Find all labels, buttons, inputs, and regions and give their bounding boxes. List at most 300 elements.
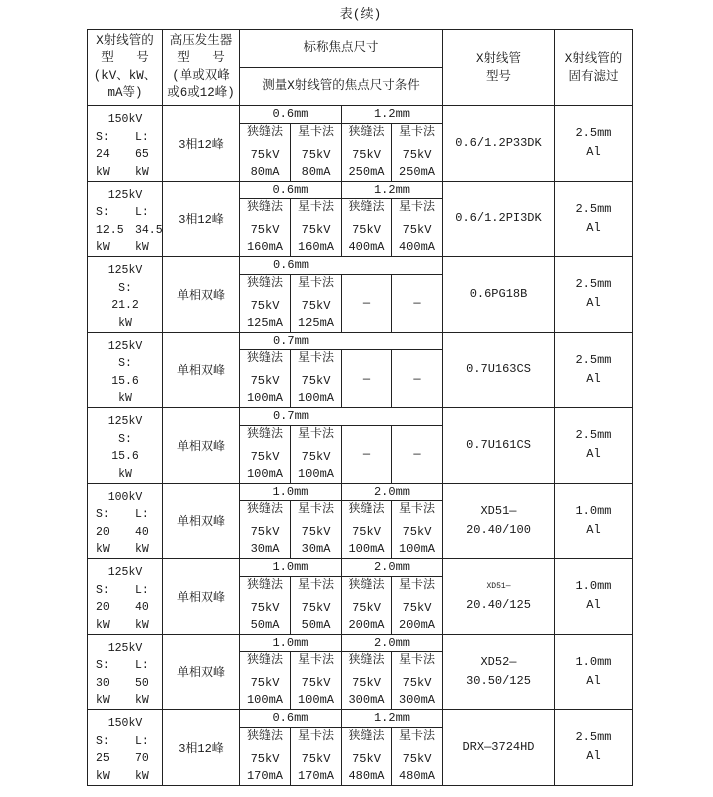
header-filtration (555, 30, 633, 106)
rating-value: 20 (96, 601, 110, 614)
tube-model-cell (443, 106, 555, 182)
tube-rating-cell (88, 559, 163, 635)
tube-model-cell (443, 257, 555, 333)
tube-current: 250mA (398, 164, 435, 179)
filtration-value: 2.5mm (575, 428, 612, 443)
rating-value: 40 (135, 601, 149, 614)
tube-current: 125mA (297, 315, 334, 330)
filtration-value: Al (586, 673, 601, 688)
measure-method: 星卡法 (297, 502, 334, 516)
not-applicable-mark: — (362, 447, 371, 461)
rating-values (88, 222, 162, 240)
focal-size-cell (240, 182, 342, 200)
measure-method: 星卡法 (297, 124, 334, 139)
condition-cell (392, 199, 443, 257)
tube-model-cell (443, 182, 555, 258)
filtration-value: Al (586, 598, 601, 613)
measure-method: 狭缝法 (246, 502, 283, 516)
condition-cell (392, 124, 443, 182)
rating-labels (88, 657, 162, 675)
header-filtration-line: X射线管的 (564, 51, 623, 66)
focal-size-cell (240, 257, 443, 275)
filtration-cell (555, 257, 633, 333)
focal-size: 1.2mm (373, 107, 410, 122)
rating-labels (88, 129, 162, 147)
tube-current: 100mA (297, 466, 334, 481)
condition-cell (291, 652, 342, 710)
header-generator (163, 30, 240, 106)
rating-units (88, 692, 162, 710)
tube-voltage: 75kV (250, 147, 280, 162)
header-tube-model-line: X射线管 (475, 51, 521, 66)
rating-unit: kW (96, 165, 110, 179)
tube-model-cell (443, 408, 555, 484)
tube-voltage: 75kV (250, 676, 280, 690)
focal-size-cell (240, 408, 443, 426)
focal-size-cell (342, 484, 443, 502)
rating-values (88, 750, 162, 768)
rating-label: S: (96, 508, 110, 521)
rating-labels (88, 733, 162, 751)
rating-unit: kW (118, 392, 132, 405)
tube-voltage: 75kV (301, 147, 331, 162)
rated-voltage: 125kV (107, 264, 143, 277)
focal-size-cell (240, 635, 342, 653)
condition-cell (392, 275, 443, 333)
header-generator-line: (单或双峰 (172, 68, 230, 83)
filtration-value: Al (586, 749, 601, 764)
condition-cell (240, 199, 291, 257)
measure-method: 星卡法 (297, 653, 334, 667)
measure-method: 星卡法 (297, 728, 334, 743)
rating-labels (88, 582, 162, 600)
filtration-cell (555, 484, 633, 560)
condition-cell (392, 652, 443, 710)
tube-current: 200mA (348, 617, 385, 632)
tube-model: XD52— (480, 654, 517, 669)
generator-cell (163, 408, 240, 484)
tube-rating-cell (88, 333, 163, 409)
tube-current: 80mA (250, 164, 280, 179)
generator-type: 单相双峰 (176, 439, 225, 454)
rating-label: L: (135, 508, 149, 521)
condition-cell (240, 275, 291, 333)
filtration-cell (555, 559, 633, 635)
rating-label: L: (135, 583, 149, 597)
rating-unit: kW (135, 618, 149, 632)
tube-voltage: 75kV (352, 223, 381, 237)
tube-model: 30.50/125 (466, 673, 531, 688)
condition-cell (240, 501, 291, 559)
rating-units (88, 239, 162, 257)
tube-current: 160mA (246, 240, 283, 254)
measure-method: 星卡法 (398, 653, 435, 667)
tube-rating-cell (88, 408, 163, 484)
rated-voltage: 125kV (107, 339, 143, 353)
generator-cell (163, 635, 240, 711)
measure-method: 狭缝法 (246, 728, 283, 743)
focal-size: 0.7mm (272, 409, 309, 424)
header-measure-condition-label: 测量X射线管的焦点尺寸条件 (262, 78, 420, 93)
measure-method: 狭缝法 (246, 124, 283, 139)
tube-voltage: 75kV (352, 600, 381, 615)
rating-units (88, 768, 162, 786)
tube-voltage: 75kV (301, 223, 331, 237)
header-generator-line: 型 号 (177, 51, 225, 65)
rating-units (88, 315, 162, 333)
condition-cell (342, 577, 392, 635)
rating-unit: kW (118, 467, 132, 481)
rating-value: 15.6 (111, 374, 139, 388)
generator-cell (163, 710, 240, 786)
tube-current: 100mA (246, 693, 283, 707)
rating-label: S: (96, 130, 110, 144)
rating-values (88, 146, 162, 164)
rating-values (88, 599, 162, 617)
rated-voltage: 100kV (107, 490, 143, 504)
filtration-value: 2.5mm (575, 277, 612, 292)
header-tube-model-line: 型号 (485, 69, 511, 84)
condition-cell (291, 728, 342, 786)
rating-values (88, 373, 162, 391)
tube-rating-cell (88, 182, 163, 258)
rating-labels (88, 506, 162, 524)
condition-cell (392, 577, 443, 635)
rating-label: S: (96, 734, 110, 748)
tube-current: 125mA (246, 315, 283, 330)
condition-cell (291, 275, 342, 333)
tube-model-cell (443, 635, 555, 711)
focal-size: 2.0mm (373, 484, 410, 499)
measure-method: 狭缝法 (246, 200, 283, 214)
tube-current: 50mA (301, 617, 331, 632)
condition-cell (342, 501, 392, 559)
measure-method: 狭缝法 (348, 653, 385, 667)
tube-current: 30mA (250, 542, 280, 556)
rating-value: 30 (96, 676, 110, 690)
focal-size: 1.0mm (272, 560, 309, 575)
tube-model: 0.6PG18B (469, 286, 528, 301)
condition-cell (392, 501, 443, 559)
condition-cell (291, 577, 342, 635)
measure-method: 星卡法 (297, 577, 334, 592)
rating-values (88, 675, 162, 693)
measure-method: 狭缝法 (348, 577, 385, 592)
condition-cell (240, 577, 291, 635)
rating-value: 25 (96, 752, 110, 765)
tube-model: 0.6/1.2P33DK (455, 135, 542, 150)
rating-units (88, 617, 162, 635)
condition-cell (392, 426, 443, 484)
tube-current: 100mA (297, 391, 334, 405)
measure-method: 星卡法 (398, 728, 435, 743)
focal-size-cell (342, 635, 443, 653)
rating-values (88, 524, 162, 542)
tube-current: 100mA (398, 542, 435, 556)
tube-current: 30mA (301, 542, 331, 556)
tube-current: 160mA (297, 240, 334, 254)
rating-label: S: (118, 357, 132, 370)
tube-voltage: 75kV (402, 600, 432, 615)
header-tube-rating-line: 型 号 (101, 51, 149, 65)
tube-model: 0.7U161CS (466, 437, 531, 452)
rating-units (88, 541, 162, 559)
header-tube-rating-line: X射线管的 (96, 33, 154, 48)
filtration-value: 2.5mm (575, 352, 612, 367)
condition-cell (291, 199, 342, 257)
rating-unit: kW (96, 618, 110, 632)
focal-size-cell (240, 559, 342, 577)
tube-voltage: 75kV (402, 751, 432, 766)
header-generator-line: 高压发生器 (169, 33, 233, 48)
condition-cell (291, 350, 342, 408)
measure-method: 星卡法 (297, 275, 334, 290)
condition-cell (392, 728, 443, 786)
rating-label: S: (96, 583, 110, 597)
rated-voltage: 125kV (107, 188, 143, 202)
tube-voltage: 75kV (250, 449, 280, 464)
header-tube-model (443, 30, 555, 106)
focal-size-cell (342, 710, 443, 728)
generator-type: 3相12峰 (178, 137, 224, 152)
tube-rating-cell (88, 635, 163, 711)
tube-voltage: 75kV (352, 147, 381, 162)
rating-unit: kW (96, 241, 110, 254)
measure-method: 狭缝法 (246, 653, 283, 667)
header-focal-spot (240, 30, 443, 68)
tube-voltage: 75kV (352, 525, 381, 539)
header-measure-condition (240, 68, 443, 106)
measure-method: 狭缝法 (348, 502, 385, 516)
tube-rating-cell (88, 257, 163, 333)
rating-label: S: (118, 281, 132, 295)
rating-label: S: (96, 659, 110, 672)
rating-values (88, 297, 162, 315)
tube-current: 200mA (398, 617, 435, 632)
generator-type: 3相12峰 (178, 741, 224, 756)
condition-cell (392, 350, 443, 408)
condition-cell (240, 652, 291, 710)
measure-method: 星卡法 (398, 577, 435, 592)
filtration-value: Al (586, 296, 601, 311)
tube-voltage: 75kV (250, 600, 280, 615)
tube-voltage: 75kV (301, 600, 331, 615)
generator-cell (163, 257, 240, 333)
rating-label: L: (135, 130, 149, 144)
filtration-cell (555, 182, 633, 258)
focal-size-cell (342, 106, 443, 124)
tube-voltage: 75kV (402, 223, 432, 237)
condition-cell (342, 275, 392, 333)
tube-current: 250mA (348, 164, 385, 179)
filtration-value: Al (586, 220, 601, 235)
condition-cell (342, 426, 392, 484)
focal-size-cell (240, 484, 342, 502)
tube-voltage: 75kV (250, 525, 280, 539)
rating-value: 34.5 (135, 223, 163, 237)
tube-current: 170mA (297, 768, 334, 783)
rating-unit: kW (135, 694, 149, 707)
filtration-value: Al (586, 145, 601, 160)
tube-current: 50mA (250, 617, 280, 632)
measure-method: 狭缝法 (246, 577, 283, 592)
condition-cell (342, 350, 392, 408)
tube-model-cell (443, 484, 555, 560)
generator-cell (163, 182, 240, 258)
rating-labels (88, 431, 162, 449)
condition-cell (291, 124, 342, 182)
condition-cell (342, 199, 392, 257)
rated-voltage: 125kV (107, 415, 143, 428)
tube-voltage: 75kV (301, 449, 331, 464)
rating-value: 12.5 (96, 223, 124, 237)
measure-method: 狭缝法 (348, 200, 385, 214)
tube-current: 80mA (301, 164, 331, 179)
filtration-value: Al (586, 447, 601, 462)
measure-method: 狭缝法 (246, 351, 283, 365)
tube-current: 400mA (398, 240, 435, 254)
focal-size: 0.6mm (272, 711, 309, 726)
tube-model: XD51— (480, 503, 517, 518)
rating-label: L: (135, 206, 149, 219)
tube-current: 480mA (348, 768, 385, 783)
header-focal-spot-label: 标称焦点尺寸 (303, 40, 379, 55)
filtration-value: 1.0mm (575, 503, 612, 518)
tube-current: 300mA (348, 693, 385, 707)
tube-voltage: 75kV (301, 298, 331, 313)
generator-type: 单相双峰 (176, 364, 225, 379)
tube-voltage: 75kV (301, 676, 331, 690)
rating-label: S: (96, 206, 110, 219)
rated-voltage: 125kV (107, 566, 143, 579)
measure-method: 星卡法 (297, 351, 334, 365)
rating-unit: kW (135, 769, 149, 783)
focal-size: 1.2mm (373, 182, 410, 197)
focal-size-cell (240, 106, 342, 124)
rated-voltage: 150kV (107, 717, 143, 730)
tube-rating-cell (88, 710, 163, 786)
filtration-value: Al (586, 371, 601, 386)
header-tube-rating-line: mA等) (107, 86, 143, 100)
tube-model: DRX—3724HD (462, 739, 535, 754)
condition-cell (342, 124, 392, 182)
tube-voltage: 75kV (402, 676, 432, 690)
focal-size-cell (342, 559, 443, 577)
generator-type: 单相双峰 (176, 666, 225, 681)
focal-size-cell (240, 710, 342, 728)
generator-type: 单相双峰 (176, 590, 225, 605)
condition-cell (240, 728, 291, 786)
measure-method: 星卡法 (297, 426, 334, 441)
tube-voltage: 75kV (301, 374, 331, 388)
not-applicable-mark: — (413, 371, 421, 386)
tube-current: 100mA (246, 391, 283, 405)
measure-method: 星卡法 (297, 200, 334, 214)
tube-voltage: 75kV (250, 751, 280, 766)
focal-size-cell (240, 333, 443, 351)
rating-label: S: (118, 432, 132, 446)
measure-method: 星卡法 (398, 124, 435, 139)
measure-method: 星卡法 (398, 200, 435, 214)
rating-unit: kW (96, 769, 110, 783)
tube-voltage: 75kV (250, 374, 280, 388)
header-filtration-line: 固有滤过 (568, 69, 619, 84)
focal-size: 1.0mm (272, 484, 309, 499)
filtration-cell (555, 635, 633, 711)
tube-current: 400mA (348, 240, 385, 254)
tube-model: 20.40/125 (466, 598, 531, 613)
table-title: 表(续) (339, 7, 382, 22)
measure-method: 狭缝法 (246, 426, 283, 441)
generator-cell (163, 484, 240, 560)
rating-label: L: (135, 734, 149, 748)
tube-model: 0.7U163CS (466, 362, 531, 377)
rating-value: 24 (96, 148, 110, 161)
rating-unit: kW (135, 543, 149, 556)
condition-cell (291, 501, 342, 559)
tube-current: 100mA (348, 542, 385, 556)
tube-voltage: 75kV (402, 525, 432, 539)
tube-model-cell (443, 710, 555, 786)
rating-unit: kW (118, 316, 132, 330)
condition-cell (240, 426, 291, 484)
tube-voltage: 75kV (352, 676, 381, 690)
rating-unit: kW (135, 165, 149, 179)
tube-rating-cell (88, 106, 163, 182)
rating-values (88, 448, 162, 466)
generator-type: 单相双峰 (176, 515, 225, 530)
header-generator-line: 或6或12峰) (167, 86, 235, 100)
tube-voltage: 75kV (301, 751, 331, 766)
focal-size: 0.6mm (272, 182, 309, 197)
rating-units (88, 164, 162, 182)
rating-unit: kW (96, 543, 110, 556)
tube-rating-cell (88, 484, 163, 560)
tube-current: 100mA (246, 466, 283, 481)
tube-model: XD51— (486, 582, 511, 592)
rating-labels (88, 204, 162, 222)
condition-cell (342, 652, 392, 710)
tube-model: 0.6/1.2PI3DK (455, 211, 542, 226)
rating-value: 50 (135, 676, 149, 690)
generator-cell (163, 106, 240, 182)
rating-label: L: (135, 659, 149, 672)
generator-type: 3相12峰 (178, 213, 224, 228)
not-applicable-mark: — (362, 371, 371, 386)
spec-table (87, 29, 633, 786)
filtration-value: 1.0mm (575, 579, 612, 594)
focal-size: 1.0mm (272, 635, 309, 650)
not-applicable-mark: — (362, 296, 371, 310)
tube-model-cell (443, 333, 555, 409)
tube-voltage: 75kV (402, 147, 432, 162)
rating-value: 70 (135, 752, 149, 765)
tube-model-cell (443, 559, 555, 635)
rating-value: 21.2 (111, 299, 139, 312)
measure-method: 狭缝法 (348, 124, 385, 139)
not-applicable-mark: — (413, 296, 421, 310)
rating-value: 15.6 (111, 450, 139, 463)
focal-size: 1.2mm (373, 711, 410, 726)
tube-voltage: 75kV (352, 751, 381, 766)
focal-size-cell (342, 182, 443, 200)
rating-labels (88, 355, 162, 373)
filtration-cell (555, 333, 633, 409)
generator-cell (163, 559, 240, 635)
focal-size: 2.0mm (373, 635, 410, 650)
generator-cell (163, 333, 240, 409)
not-applicable-mark: — (413, 447, 421, 461)
